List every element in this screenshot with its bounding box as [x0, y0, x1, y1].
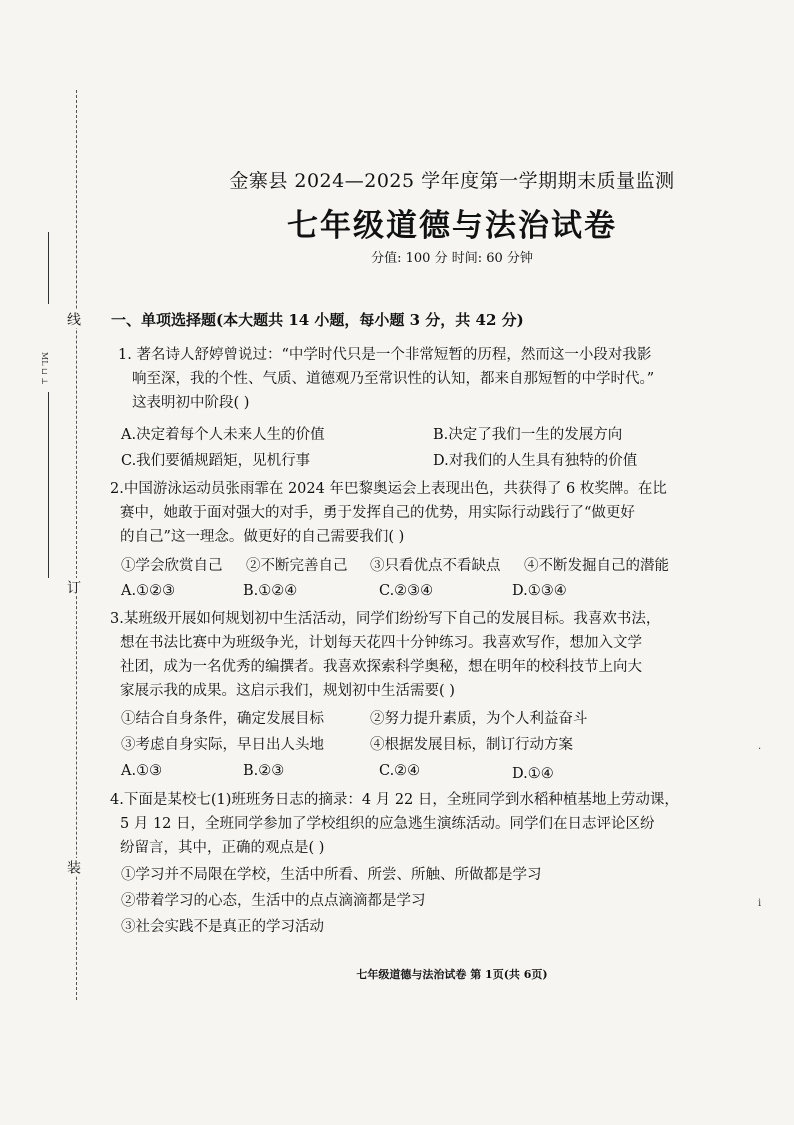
q1-option-d[interactable]: D.对我们的人生具有独特的价值 — [433, 453, 638, 469]
q3-option-b[interactable]: B.②③ — [243, 763, 285, 779]
question-line: 的自己”这一理念。做更好的自己需要我们( ) — [120, 529, 405, 545]
q3-statement-3: ③考虑自身实际，早日出人头地 — [121, 737, 324, 753]
question-line: 响至深，我的个性、气质、道德观乃至常识性的认知，都来自那短暂的中学时代。” — [132, 371, 655, 387]
q3-option-d[interactable]: D.①④ — [512, 766, 554, 782]
question-line: 家展示我的成果。这启示我们，规划初中生活需要( ) — [120, 683, 455, 699]
binding-margin — [0, 0, 110, 1125]
question-line: 想在书法比赛中为班级争光，计划每天花四十分钟练习。我喜欢写作，想加入文学 — [120, 635, 642, 651]
q4-statement-2: ②带着学习的心态，生活中的点点滴滴都是学习 — [121, 893, 426, 909]
question-line: 赛中，她敢于面对强大的对手，勇于发挥自己的优势，用实际行动践行了“做更好 — [120, 505, 635, 521]
q2-statement-4: ④不断发掘自己的潜能 — [524, 558, 669, 574]
question-line: 纷留言，其中，正确的观点是( ) — [120, 840, 325, 856]
binding-char-zhuang: 装 — [65, 860, 81, 874]
question-line: 社团，成为一名优秀的编撰者。我喜欢探索科学奥秘，想在明年的校科技节上向大 — [120, 659, 642, 675]
q2-statement-2: ②不断完善自己 — [246, 558, 348, 574]
binding-char-ding: 订 — [65, 580, 81, 594]
question-3-stem — [110, 607, 660, 703]
section-title: 一、单项选择题(本大题共 14 小题，每小题 3 分，共 42 分) — [111, 311, 524, 329]
school-title: 金寨县 2024—2025 学年度第一学期期末质量监测 — [229, 170, 675, 192]
blank-line-lower — [48, 392, 49, 578]
binding-faint-text: ML ⊔ ⊥ — [40, 352, 49, 385]
q1-option-c[interactable]: C.我们要循规蹈矩，见机行事 — [121, 453, 311, 469]
q3-option-c[interactable]: C.②④ — [379, 763, 421, 779]
q3-statement-1: ①结合自身条件，确定发展目标 — [121, 711, 324, 727]
scan-speck: i — [758, 898, 762, 909]
question-line: 3.某班级开展如何规划初中生活活动，同学们纷纷写下自己的发展目标。我喜欢书法， — [110, 611, 661, 627]
question-line: 2.中国游泳运动员张雨霏在 2024 年巴黎奥运会上表现出色，共获得了 6 枚奖牌。在比 — [110, 481, 667, 497]
page-footer: 七年级道德与法治试卷 第 1页(共 6页) — [356, 968, 548, 981]
question-line: 这表明初中阶段( ) — [132, 395, 250, 411]
question-1-stem — [118, 343, 654, 415]
question-line: 5 月 12 日，全班同学参加了学校组织的应急逃生演练活动。同学们在日志评论区纷 — [120, 816, 655, 832]
q4-statement-1: ①学习并不局限在学校，生活中所看、所尝、所触、所做都是学习 — [121, 867, 542, 883]
q1-option-b[interactable]: B.决定了我们一生的发展方向 — [433, 427, 623, 443]
q3-option-a[interactable]: A.①③ — [121, 763, 163, 779]
question-4-stem — [110, 788, 679, 860]
q2-option-d[interactable]: D.①③④ — [512, 583, 567, 599]
q2-option-a[interactable]: A.①②③ — [121, 583, 176, 599]
binding-char-xian: 线 — [65, 312, 81, 326]
question-line: 1. 著名诗人舒婷曾说过：“中学时代只是一个非常短暂的历程，然而这一小段对我影 — [118, 347, 652, 363]
question-2-stem — [110, 477, 667, 549]
q3-statement-4: ④根据发展目标，制订行动方案 — [370, 737, 573, 753]
q1-option-a[interactable]: A.决定着每个人未来人生的价值 — [121, 427, 325, 443]
q2-statement-1: ①学会欣赏自己 — [121, 558, 223, 574]
q3-statement-2: ②努力提升素质，为个人利益奋斗 — [370, 711, 588, 727]
q4-statement-3: ③社会实践不是真正的学习活动 — [121, 919, 324, 935]
score-time-line: 分值: 100 分 时间: 60 分钟 — [371, 251, 533, 266]
q2-option-c[interactable]: C.②③④ — [379, 583, 434, 599]
q2-statement-3: ③只看优点不看缺点 — [370, 558, 501, 574]
scan-speck: · — [758, 744, 762, 755]
q2-option-b[interactable]: B.①②④ — [243, 583, 298, 599]
question-line: 4.下面是某校七(1)班班务日志的摘录：4 月 22 日，全班同学到水稻种植基地上劳动课， — [110, 792, 679, 808]
paper-title: 七年级道德与法治试卷 — [287, 208, 617, 244]
blank-line-upper — [48, 232, 49, 304]
